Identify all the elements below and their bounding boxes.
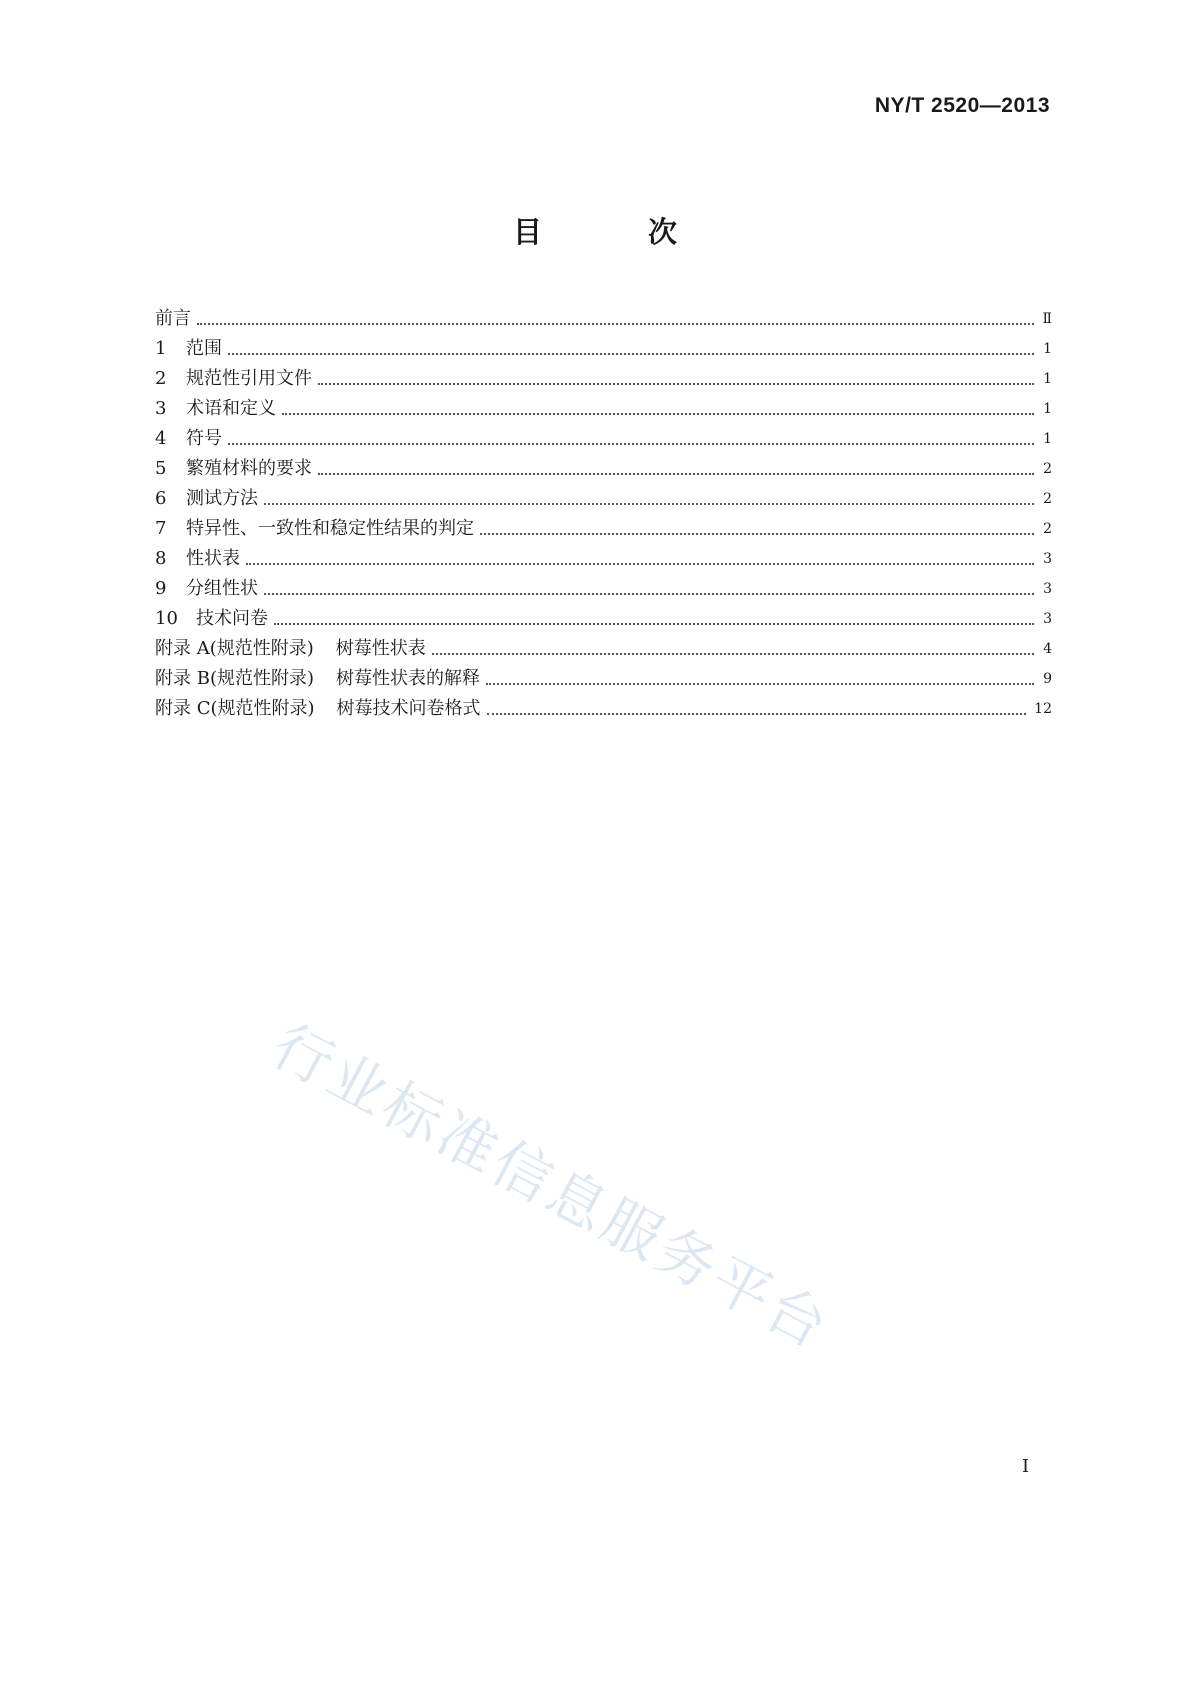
toc-leader-dots — [228, 352, 1034, 355]
toc-entry-text: 规范性引用文件 — [186, 368, 312, 389]
toc-leader-dots — [486, 682, 1034, 685]
toc-entry-page: 9 — [1043, 671, 1052, 687]
toc-entry-page: 1 — [1043, 371, 1052, 387]
toc-entry-text: 范围 — [186, 338, 222, 359]
toc-leader-dots — [264, 592, 1034, 595]
toc-leader-dots — [264, 502, 1034, 505]
appendix-label: 附录 C(规范性附录) — [155, 698, 315, 719]
toc-entry-text: 前言 — [155, 308, 191, 329]
toc-entry-text: 符号 — [186, 428, 222, 449]
toc-entry-page: 3 — [1043, 551, 1052, 567]
toc-entry-text — [155, 638, 432, 660]
toc-entry-2[interactable] — [155, 360, 1052, 390]
toc-leader-dots — [318, 382, 1034, 385]
toc-entry-page: 2 — [1043, 521, 1052, 537]
toc-entry-foreword[interactable] — [155, 300, 1052, 330]
appendix-label: 附录 A(规范性附录) — [155, 638, 314, 659]
watermark: 行业标准信息服务平台 — [261, 1011, 842, 1363]
appendix-subtitle: 树莓性状表的解释 — [336, 668, 480, 689]
toc-leader-dots — [197, 322, 1034, 325]
toc-entry-page: 1 — [1043, 431, 1052, 447]
toc-entry-number: 7 — [155, 518, 167, 539]
toc-entry-text — [155, 698, 487, 720]
toc-entry-number: 1 — [155, 338, 167, 359]
toc-entry-6[interactable] — [155, 480, 1052, 510]
toc-leader-dots — [432, 652, 1034, 655]
appendix-subtitle: 树莓技术问卷格式 — [336, 698, 481, 719]
toc-entry-text: 术语和定义 — [186, 398, 276, 419]
toc-entry-number: 6 — [155, 488, 167, 509]
toc-entry-text — [155, 668, 486, 690]
toc-entry-page: 1 — [1043, 341, 1052, 357]
toc-entry-10[interactable] — [155, 600, 1052, 630]
page-number: Ⅰ — [1022, 1456, 1030, 1477]
toc-entry-text: 技术问卷 — [196, 608, 268, 629]
appendix-subtitle: 树莓性状表 — [335, 638, 426, 659]
toc-entry-page: 4 — [1043, 641, 1052, 657]
toc-entry-3[interactable] — [155, 390, 1052, 420]
toc-title: 目 次 — [512, 215, 726, 249]
toc-entry-9[interactable] — [155, 570, 1052, 600]
toc-leader-dots — [274, 622, 1034, 625]
table-of-contents — [155, 300, 1052, 720]
toc-leader-dots — [246, 562, 1034, 565]
toc-leader-dots — [228, 442, 1034, 445]
toc-entry-number: 10 — [155, 608, 178, 629]
toc-entry-page: 3 — [1043, 611, 1052, 627]
toc-leader-dots — [282, 412, 1034, 415]
toc-entry-text: 测试方法 — [186, 488, 258, 509]
toc-entry-number: 5 — [155, 458, 167, 479]
toc-entry-text: 特异性、一致性和稳定性结果的判定 — [186, 518, 474, 539]
toc-entry-text: 分组性状 — [186, 578, 258, 599]
toc-entry-number: 4 — [155, 428, 167, 449]
toc-entry-page: 2 — [1043, 491, 1052, 507]
toc-leader-dots — [480, 532, 1034, 535]
toc-entry-1[interactable] — [155, 330, 1052, 360]
toc-entry-page: 2 — [1043, 461, 1052, 477]
toc-entry-page: 1 — [1043, 401, 1052, 417]
toc-entry-7[interactable] — [155, 510, 1052, 540]
toc-entry-number: 9 — [155, 578, 167, 599]
appendix-label: 附录 B(规范性附录) — [155, 668, 314, 689]
toc-entry-appendix-c[interactable] — [155, 690, 1052, 720]
toc-entry-number: 2 — [155, 368, 167, 389]
toc-leader-dots — [487, 712, 1027, 715]
toc-entry-text: 繁殖材料的要求 — [186, 458, 312, 479]
toc-entry-number: 3 — [155, 398, 167, 419]
toc-entry-appendix-a[interactable] — [155, 630, 1052, 660]
toc-entry-5[interactable] — [155, 450, 1052, 480]
toc-entry-page: 3 — [1043, 581, 1052, 597]
toc-entry-8[interactable] — [155, 540, 1052, 570]
toc-entry-page: Ⅱ — [1042, 311, 1052, 327]
standard-code: NY/T 2520—2013 — [874, 94, 1050, 117]
toc-entry-4[interactable] — [155, 420, 1052, 450]
toc-leader-dots — [318, 472, 1034, 475]
toc-entry-text: 性状表 — [186, 548, 240, 569]
toc-entry-number: 8 — [155, 548, 167, 569]
toc-entry-page: 12 — [1034, 701, 1052, 717]
toc-entry-appendix-b[interactable] — [155, 660, 1052, 690]
